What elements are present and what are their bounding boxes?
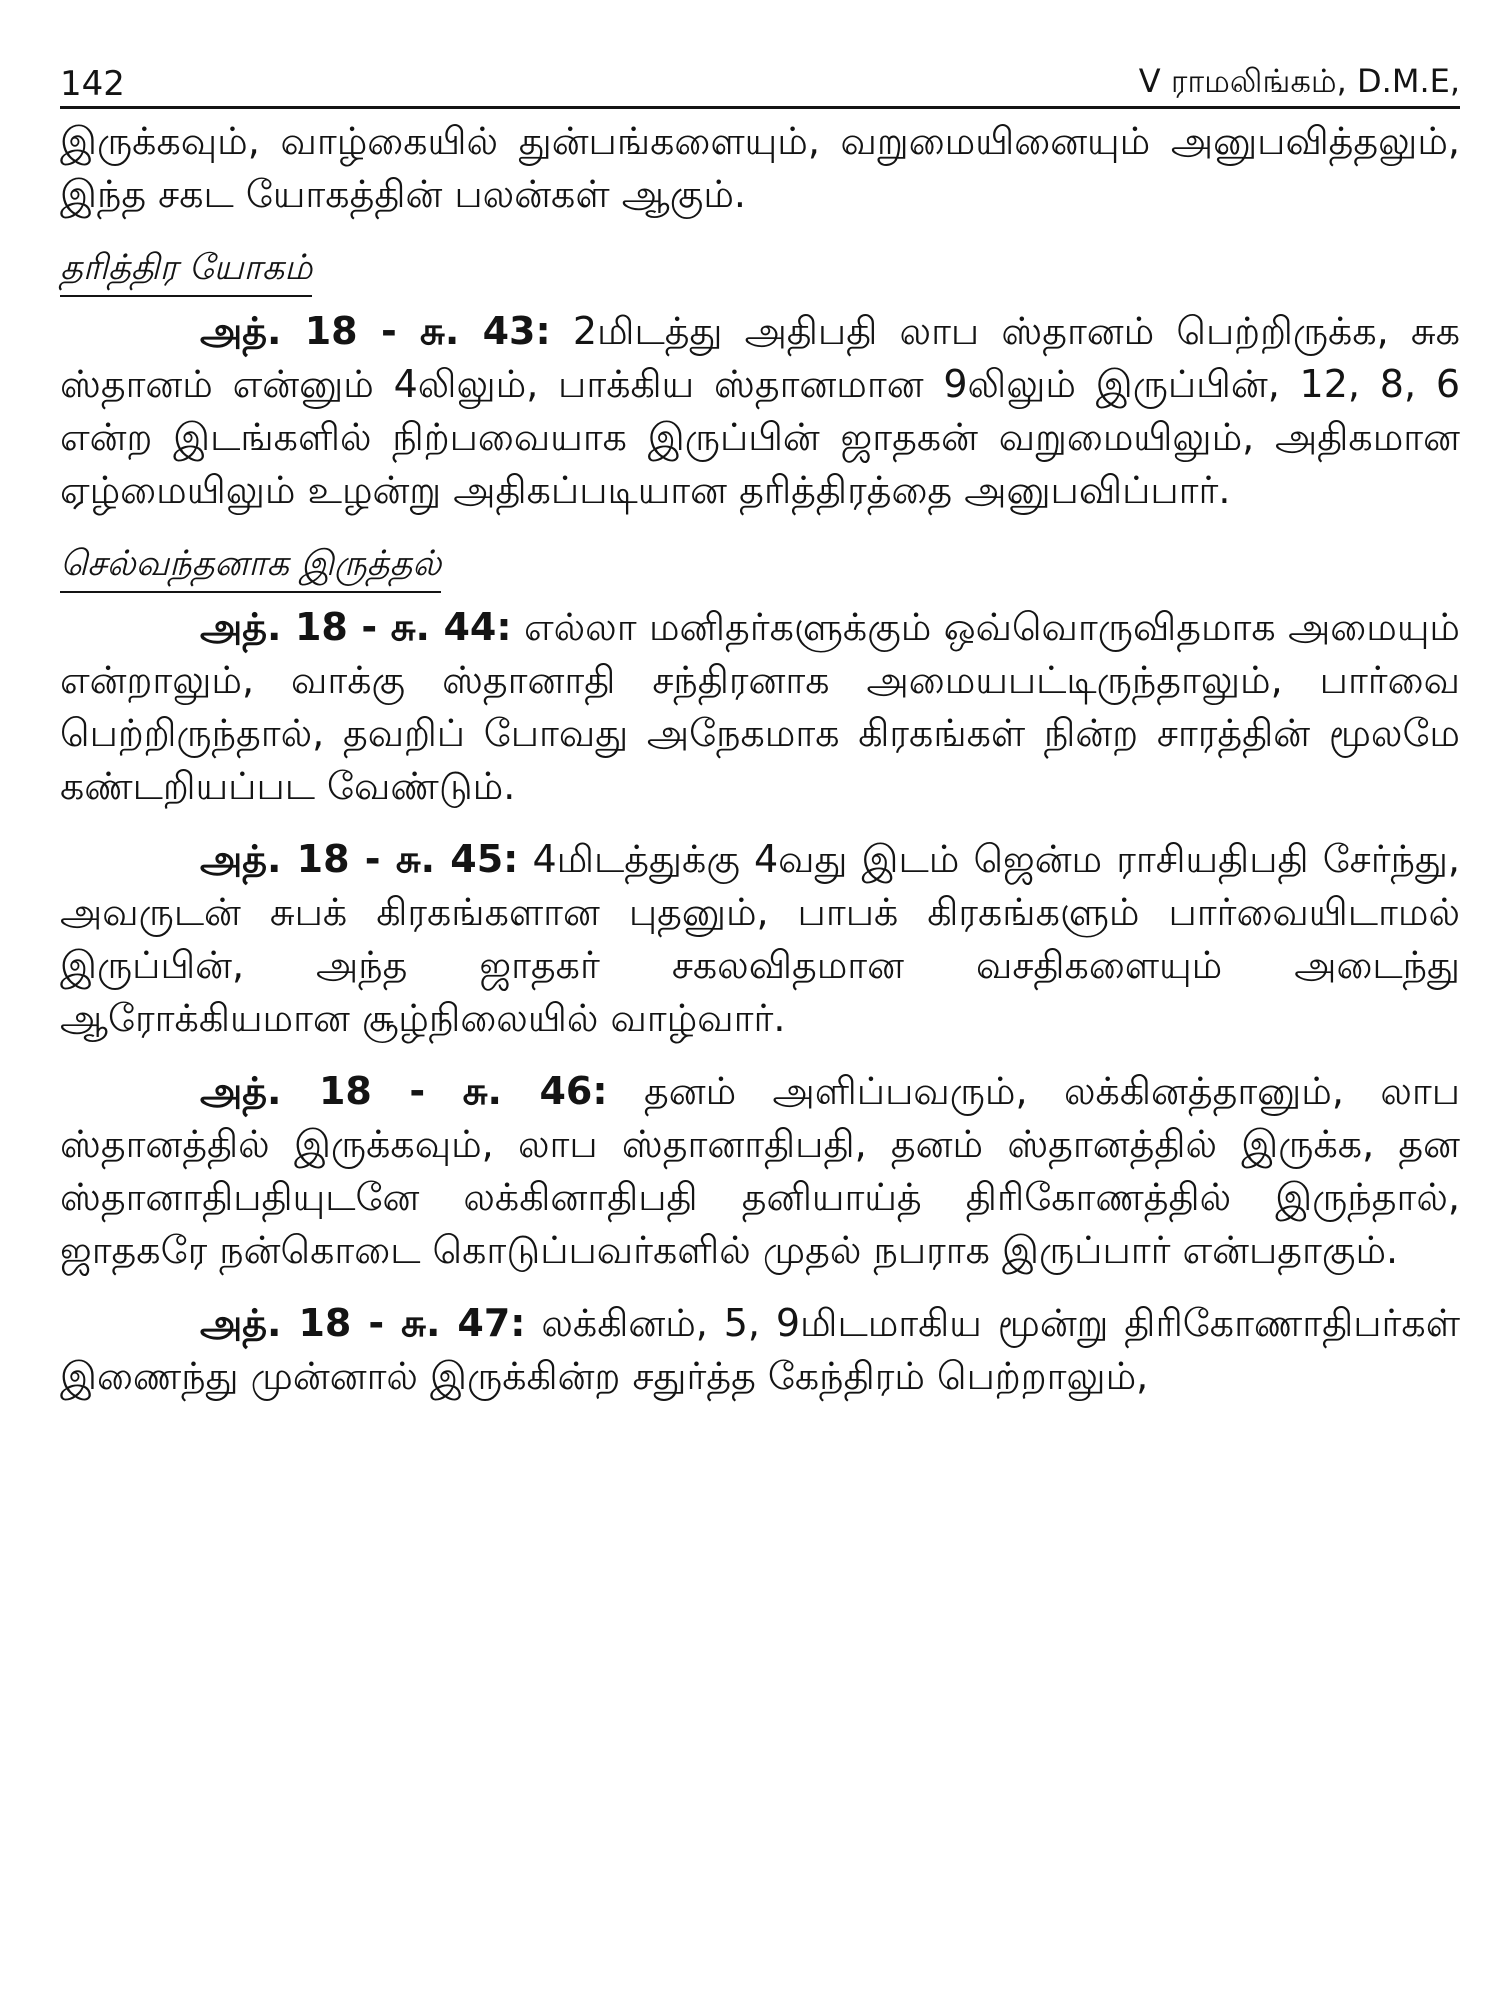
book-page <box>60 60 1460 1980</box>
sutra-reference: அத். 18 - சு. 44: <box>200 605 512 649</box>
page-header <box>60 60 1460 109</box>
section-heading-poverty-yoga: தரித்திர யோகம் <box>60 243 312 297</box>
sutra-paragraph <box>60 1065 1460 1277</box>
sutra-text: எல்லா மனிதர்களுக்கும் ஒவ்வொருவிதமாக அமையும் என்றாலும், வாக்கு ஸ்தானாதி சந்திரனாக அமையபட்டிருந்தாலும், பார்வை பெற்றிருந்தால், தவறிப் போவது அநேகமாக கிரகங்கள் நின்ற சாரத்தின் மூலமே கண்டறியப்பட வேண்டும். <box>60 605 1460 808</box>
sutra-text: லக்கினம், 5, 9மிடமாகிய மூன்று திரிகோணாதிபர்கள் இணைந்து முன்னால் இருக்கின்ற சதுர்த்த கேந்திரம் பெற்றாலும், <box>60 1301 1460 1398</box>
page-content <box>60 115 1460 1403</box>
sutra-paragraph <box>60 833 1460 1045</box>
sutra-reference: அத். 18 - சு. 43: <box>200 309 551 353</box>
section-heading-wrap <box>60 517 1460 601</box>
running-title: V ராமலிங்கம், D.M.E, <box>1138 62 1460 100</box>
sutra-reference: அத். 18 - சு. 47: <box>200 1301 526 1345</box>
sutra-paragraph <box>60 601 1460 813</box>
intro-paragraph: இருக்கவும், வாழ்கையில் துன்பங்களையும், வறுமையினையும் அனுபவித்தலும், இந்த சகட யோகத்தின் பலன்கள் ஆகும். <box>60 119 1460 216</box>
section-heading-wealth: செல்வந்தனாக இருத்தல் <box>60 539 441 593</box>
page-number: 142 <box>60 64 125 104</box>
sutra-reference: அத். 18 - சு. 46: <box>200 1069 608 1113</box>
sutra-text: தனம் அளிப்பவரும், லக்கினத்தானும், லாப ஸ்தானத்தில் இருக்கவும், லாப ஸ்தானாதிபதி, தனம் ஸ்தானத்தில் இருக்க, தன ஸ்தானாதிபதியுடனே லக்கினாதிபதி தனியாய்த் திரிகோணத்தில் இருந்தால், ஜாதகரே நன்கொடை கொடுப்பவர்களில் முதல் நபராக இருப்பார் என்பதாகும். <box>60 1069 1460 1272</box>
sutra-paragraph <box>60 1297 1460 1403</box>
section-heading-wrap <box>60 221 1460 305</box>
sutra-text: 4மிடத்துக்கு 4வது இடம் ஜென்ம ராசியதிபதி சேர்ந்து, அவருடன் சுபக் கிரகங்களான புதனும், பாபக் கிரகங்களும் பார்வையிடாமல் இருப்பின், அந்த ஜாதகர் சகலவிதமான வசதிகளையும் அடைந்து ஆரோக்கியமான சூழ்நிலையில் வாழ்வார். <box>60 837 1460 1040</box>
sutra-reference: அத். 18 - சு. 45: <box>200 837 519 881</box>
sutra-text: 2மிடத்து அதிபதி லாப ஸ்தானம் பெற்றிருக்க, சுக ஸ்தானம் என்னும் 4லிலும், பாக்கிய ஸ்தானமான 9லிலும் இருப்பின், 12, 8, 6 என்ற இடங்களில் நிற்பவையாக இருப்பின் ஜாதகன் வறுமையிலும், அதிகமான ஏழ்மையிலும் உழன்று அதிகப்படியான தரித்திரத்தை அனுபவிப்பார். <box>60 309 1460 512</box>
sutra-paragraph <box>60 305 1460 517</box>
